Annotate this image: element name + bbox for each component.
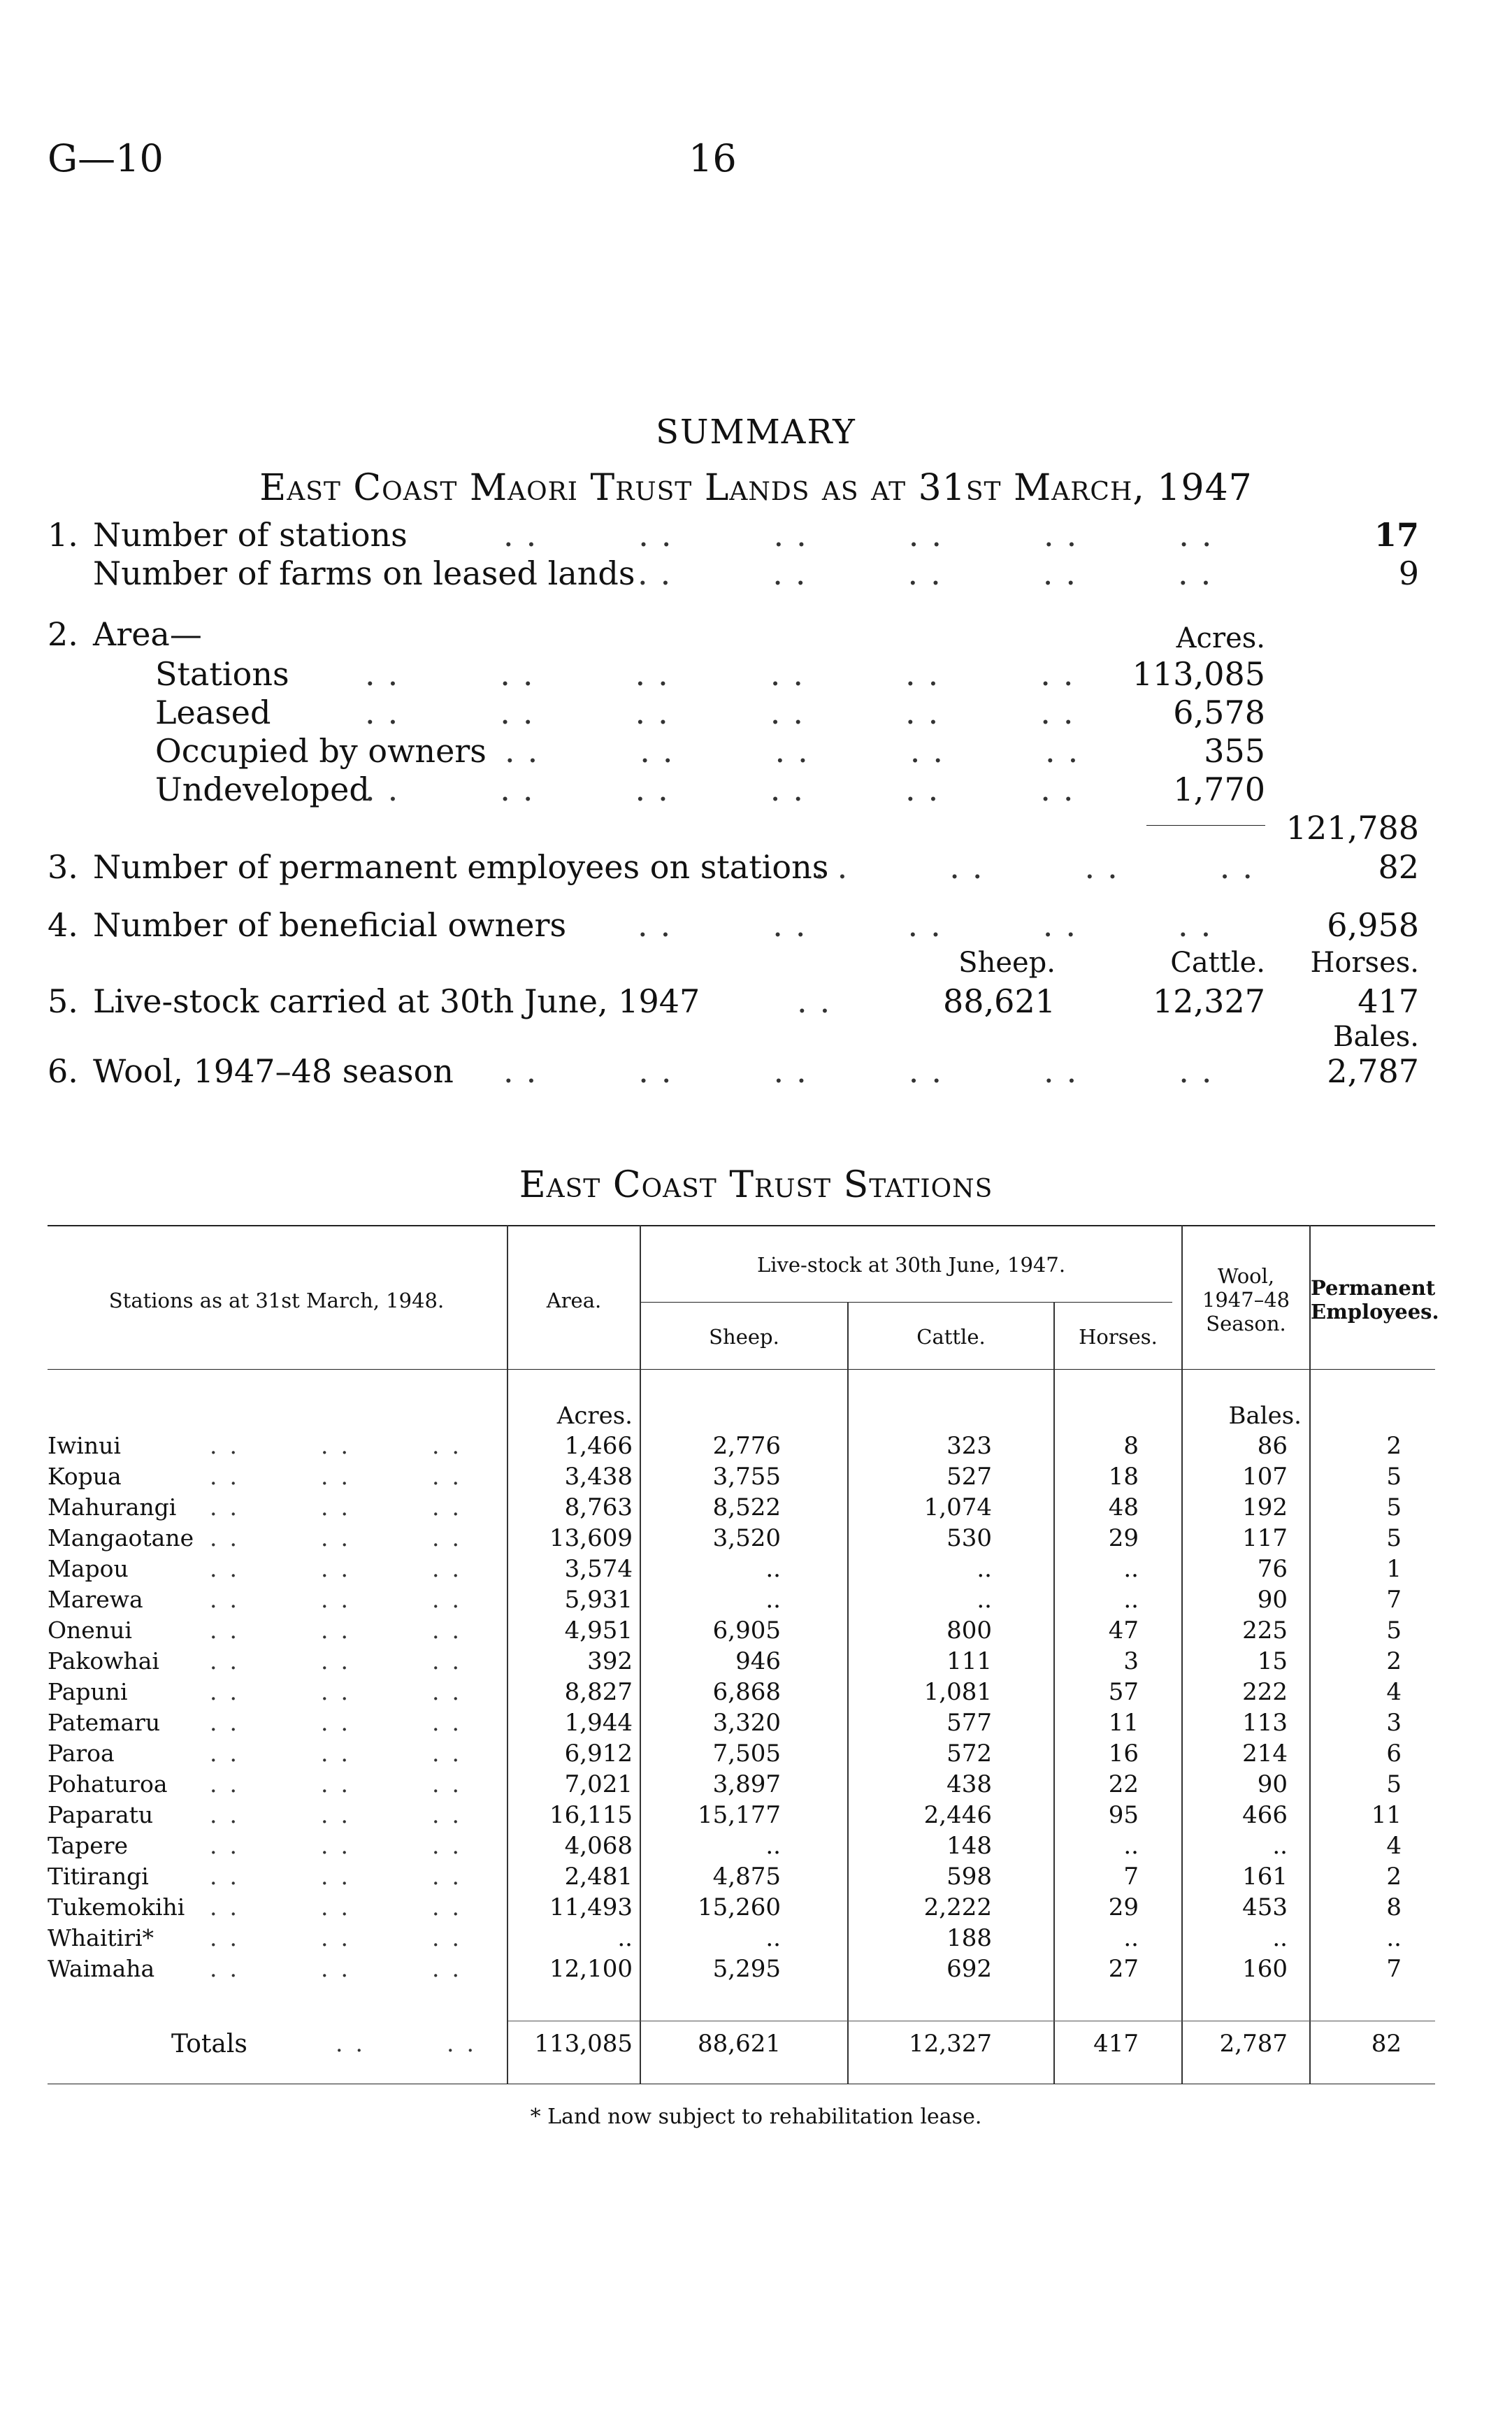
cattle-value: 12,327: [1153, 982, 1265, 1020]
leader-dots: .. .. ..: [210, 1863, 472, 1890]
item3-number: 3.: [48, 848, 78, 886]
cell-area: 6,912: [564, 1740, 633, 1768]
cell-horses: 18: [1108, 1463, 1139, 1491]
cell-cattle: 2,446: [923, 1801, 992, 1829]
leader-dots: .. .. .. .. .. ..: [365, 771, 1086, 808]
leader-dots: .. .. ..: [210, 1893, 472, 1921]
cell-employees: 3: [1386, 1709, 1402, 1737]
col-header-employees: [1311, 1276, 1439, 1324]
leader-dots: .. .. ..: [210, 1678, 472, 1705]
cell-cattle: 323: [946, 1432, 992, 1460]
leader-dots: .. .. ..: [210, 1832, 472, 1859]
item1-sub-value: 9: [1398, 554, 1419, 592]
cell-horses: ..: [1123, 1586, 1139, 1614]
area-row-value: 6,578: [1173, 694, 1265, 731]
leader-dots: .. .. ..: [210, 1493, 472, 1521]
area-row-value: 355: [1204, 732, 1265, 770]
cell-employees: 5: [1386, 1524, 1402, 1552]
cell-sheep: 8,522: [712, 1493, 781, 1521]
cell-cattle: 1,081: [923, 1678, 992, 1706]
leader-dots: .. .. ..: [210, 1586, 472, 1613]
cell-cattle: 530: [946, 1524, 992, 1552]
cell-cattle: 598: [946, 1863, 992, 1891]
wool-header-line1: Wool,: [1217, 1264, 1275, 1288]
leader-dots: .. .. .. .. ..: [638, 554, 1224, 592]
area-row-value: 1,770: [1173, 771, 1265, 808]
totals-sheep: 88,621: [698, 2030, 781, 2058]
area-row-label: Undeveloped: [155, 771, 370, 808]
cell-horses: 27: [1108, 1955, 1139, 1983]
leader-dots: .. .. ..: [210, 1955, 472, 1982]
item4-label: Number of beneficial owners: [93, 906, 567, 944]
cell-employees: 4: [1386, 1832, 1402, 1860]
cell-horses: 7: [1123, 1863, 1139, 1891]
cell-employees: ..: [1386, 1924, 1402, 1952]
sheep-value: 88,621: [943, 982, 1056, 1020]
horses-value: 417: [1358, 982, 1419, 1020]
item4-number: 4.: [48, 906, 78, 944]
cell-cattle: 577: [946, 1709, 992, 1737]
cell-area: 16,115: [549, 1801, 633, 1829]
horses-label: Horses.: [1310, 947, 1419, 979]
employees-header-line2: Employees.: [1311, 1300, 1439, 1324]
cell-cattle: 572: [946, 1740, 992, 1768]
station-name: Mahurangi: [48, 1493, 177, 1521]
cell-cattle: 148: [946, 1832, 992, 1860]
table-top-rule: [48, 1225, 1435, 1226]
station-name: Whaitiri*: [48, 1924, 154, 1951]
leader-dots: .. .. .. ..: [814, 848, 1265, 886]
cell-wool: 117: [1242, 1524, 1288, 1552]
cell-sheep: 15,260: [698, 1893, 781, 1921]
bales-label: Bales.: [1333, 1021, 1419, 1053]
cell-cattle: 111: [946, 1647, 992, 1675]
cell-area: 8,763: [564, 1493, 633, 1521]
cell-sheep: ..: [765, 1924, 781, 1952]
cell-sheep: ..: [765, 1832, 781, 1860]
totals-employees: 82: [1371, 2030, 1402, 2058]
item4-value: 6,958: [1327, 906, 1419, 944]
station-name: Papuni: [48, 1678, 128, 1705]
table-title: East Coast Trust Stations: [519, 1164, 993, 1206]
leader-dots: .. .. .. .. ..: [638, 906, 1224, 944]
cell-wool: ..: [1272, 1832, 1288, 1860]
station-name: Marewa: [48, 1586, 143, 1613]
item1-label: Number of stations: [93, 516, 408, 554]
cell-employees: 8: [1386, 1893, 1402, 1921]
cell-horses: 8: [1123, 1432, 1139, 1460]
cell-area: 12,100: [549, 1955, 633, 1983]
area-unit: Acres.: [1176, 622, 1265, 654]
cell-horses: ..: [1123, 1832, 1139, 1860]
cell-horses: ..: [1123, 1555, 1139, 1583]
cell-area: ..: [617, 1924, 633, 1952]
totals-horses: 417: [1093, 2030, 1139, 2058]
leader-dots: .. .. ..: [210, 1432, 472, 1459]
cell-area: 5,931: [564, 1586, 633, 1614]
cell-employees: 6: [1386, 1740, 1402, 1768]
cell-area: 3,574: [564, 1555, 633, 1583]
cell-sheep: 6,905: [712, 1617, 781, 1644]
cell-wool: 161: [1242, 1863, 1288, 1891]
station-name: Tapere: [48, 1832, 129, 1859]
item1-value: 17: [1374, 516, 1419, 554]
leader-dots: .. .. ..: [210, 1647, 472, 1675]
station-name: Iwinui: [48, 1432, 121, 1459]
cell-area: 4,068: [564, 1832, 633, 1860]
cell-cattle: 2,222: [923, 1893, 992, 1921]
cell-horses: 11: [1108, 1709, 1139, 1737]
area-row-label: Stations: [155, 655, 289, 693]
wool-header-line3: Season.: [1206, 1312, 1286, 1335]
cell-cattle: 692: [946, 1955, 992, 1983]
station-name: Tukemokihi: [48, 1893, 185, 1921]
col-header-cattle: Cattle.: [916, 1325, 986, 1349]
cell-employees: 5: [1386, 1617, 1402, 1644]
item2-number: 2.: [48, 615, 78, 653]
col-header-station: Stations as at 31st March, 1948.: [108, 1289, 445, 1312]
cell-area: 1,944: [564, 1709, 633, 1737]
item6-number: 6.: [48, 1052, 78, 1090]
item3-label: Number of permanent employees on stations: [93, 848, 829, 886]
cell-wool: 222: [1242, 1678, 1288, 1706]
area-total: 121,788: [1286, 809, 1419, 847]
cell-area: 7,021: [564, 1770, 633, 1798]
cell-sheep: 15,177: [698, 1801, 781, 1829]
area-unit-label: Acres.: [556, 1402, 633, 1430]
summary-title: SUMMARY: [656, 413, 856, 452]
cell-cattle: 527: [946, 1463, 992, 1491]
cell-sheep: 946: [735, 1647, 781, 1675]
cell-sheep: 2,776: [712, 1432, 781, 1460]
leader-dots: .. .. ..: [210, 1524, 472, 1552]
cell-employees: 7: [1386, 1955, 1402, 1983]
cell-cattle: 1,074: [923, 1493, 992, 1521]
cell-wool: 90: [1257, 1770, 1288, 1798]
item6-value: 2,787: [1327, 1052, 1419, 1090]
station-name: Kopua: [48, 1463, 122, 1490]
cell-horses: 16: [1108, 1740, 1139, 1768]
cell-horses: 29: [1108, 1893, 1139, 1921]
cell-sheep: 3,320: [712, 1709, 781, 1737]
item1-sub-label: Number of farms on leased lands: [93, 554, 635, 592]
leader-dots: .. ..: [336, 2030, 487, 2057]
area-row-label: Leased: [155, 694, 271, 731]
cell-cattle: 438: [946, 1770, 992, 1798]
cell-sheep: 4,875: [712, 1863, 781, 1891]
col-header-area: Area.: [546, 1289, 602, 1312]
cell-wool: 15: [1257, 1647, 1288, 1675]
cell-sheep: ..: [765, 1586, 781, 1614]
station-name: Patemaru: [48, 1709, 161, 1736]
totals-label: Totals: [171, 2030, 247, 2058]
area-row-label: Occupied by owners: [155, 732, 487, 770]
cell-sheep: 5,295: [712, 1955, 781, 1983]
station-name: Waimaha: [48, 1955, 155, 1982]
cell-area: 392: [587, 1647, 633, 1675]
cell-wool: 453: [1242, 1893, 1288, 1921]
cell-horses: 48: [1108, 1493, 1139, 1521]
cell-horses: 57: [1108, 1678, 1139, 1706]
cell-sheep: 3,897: [712, 1770, 781, 1798]
leader-dots: .. .. .. .. .. ..: [365, 694, 1086, 731]
cell-wool: 466: [1242, 1801, 1288, 1829]
col-header-wool: [1183, 1264, 1309, 1335]
livestock-rule: [641, 1302, 1172, 1303]
sheep-label: Sheep.: [958, 947, 1056, 979]
leader-dots: ..: [797, 982, 843, 1020]
cell-sheep: 7,505: [712, 1740, 781, 1768]
station-name: Onenui: [48, 1617, 132, 1644]
cell-area: 13,609: [549, 1524, 633, 1552]
cell-horses: 95: [1108, 1801, 1139, 1829]
cell-wool: 225: [1242, 1617, 1288, 1644]
cell-cattle: 800: [946, 1617, 992, 1644]
cell-horses: 47: [1108, 1617, 1139, 1644]
leader-dots: .. .. ..: [210, 1617, 472, 1644]
cell-wool: 113: [1242, 1709, 1288, 1737]
station-name: Mapou: [48, 1555, 129, 1582]
leader-dots: .. .. ..: [210, 1924, 472, 1951]
col-header-sheep: Sheep.: [709, 1325, 779, 1349]
cell-sheep: ..: [765, 1555, 781, 1583]
station-name: Paroa: [48, 1740, 115, 1767]
item3-value: 82: [1378, 848, 1419, 886]
station-name: Pakowhai: [48, 1647, 159, 1675]
station-name: Titirangi: [48, 1863, 149, 1890]
leader-dots: .. .. ..: [210, 1555, 472, 1582]
leader-dots: .. .. .. .. .. ..: [365, 655, 1086, 693]
leader-dots: .. .. ..: [210, 1463, 472, 1490]
cell-area: 11,493: [549, 1893, 633, 1921]
cell-area: 8,827: [564, 1678, 633, 1706]
cell-wool: 192: [1242, 1493, 1288, 1521]
wool-unit-label: Bales.: [1228, 1402, 1302, 1430]
cattle-label: Cattle.: [1170, 947, 1265, 979]
cell-employees: 7: [1386, 1586, 1402, 1614]
employees-header-line1: Permanent: [1311, 1276, 1436, 1300]
leader-dots: .. .. .. .. .. ..: [503, 1052, 1225, 1090]
cell-employees: 1: [1386, 1555, 1402, 1583]
cell-employees: 2: [1386, 1432, 1402, 1460]
cell-cattle: ..: [977, 1586, 992, 1614]
cell-sheep: 3,755: [712, 1463, 781, 1491]
page-number: 16: [689, 136, 737, 180]
cell-employees: 2: [1386, 1647, 1402, 1675]
cell-employees: 5: [1386, 1770, 1402, 1798]
leader-dots: .. .. ..: [210, 1709, 472, 1736]
station-name: Pohaturoa: [48, 1770, 168, 1798]
header-bottom-rule: [48, 1369, 1435, 1370]
cell-wool: 76: [1257, 1555, 1288, 1583]
item1-number: 1.: [48, 516, 78, 554]
summary-subtitle: East Coast Maori Trust Lands as at 31st March, 1947: [259, 467, 1253, 509]
cell-employees: 5: [1386, 1493, 1402, 1521]
item2-label: Area—: [93, 615, 202, 653]
leader-dots: .. .. .. .. .. ..: [503, 516, 1225, 554]
cell-sheep: 6,868: [712, 1678, 781, 1706]
station-name: Mangaotane: [48, 1524, 194, 1552]
station-name: Paparatu: [48, 1801, 154, 1828]
col-header-horses: Horses.: [1079, 1325, 1158, 1349]
leader-dots: .. .. ..: [210, 1740, 472, 1767]
cell-horses: 3: [1123, 1647, 1139, 1675]
cell-area: 3,438: [564, 1463, 633, 1491]
totals-wool: 2,787: [1219, 2030, 1288, 2058]
leader-dots: .. .. .. .. ..: [505, 732, 1091, 770]
wool-header-line2: 1947–48: [1202, 1288, 1290, 1312]
col-header-livestock: Live-stock at 30th June, 1947.: [756, 1253, 1066, 1277]
cell-wool: ..: [1272, 1924, 1288, 1952]
totals-area: 113,085: [534, 2030, 633, 2058]
item5-label: Live-stock carried at 30th June, 1947: [93, 982, 700, 1020]
cell-employees: 2: [1386, 1863, 1402, 1891]
cell-cattle: ..: [977, 1555, 992, 1583]
cell-area: 2,481: [564, 1863, 633, 1891]
leader-dots: .. .. ..: [210, 1770, 472, 1798]
page-reference: G—10: [48, 136, 164, 180]
item6-label: Wool, 1947–48 season: [93, 1052, 454, 1090]
cell-wool: 214: [1242, 1740, 1288, 1768]
cell-area: 1,466: [564, 1432, 633, 1460]
totals-cattle: 12,327: [909, 2030, 992, 2058]
footnote: * Land now subject to rehabilitation lease.: [530, 2105, 982, 2129]
cell-employees: 5: [1386, 1463, 1402, 1491]
area-row-value: 113,085: [1132, 655, 1265, 693]
cell-wool: 160: [1242, 1955, 1288, 1983]
cell-wool: 107: [1242, 1463, 1288, 1491]
cell-sheep: 3,520: [712, 1524, 781, 1552]
item5-number: 5.: [48, 982, 78, 1020]
cell-area: 4,951: [564, 1617, 633, 1644]
cell-employees: 4: [1386, 1678, 1402, 1706]
leader-dots: .. .. ..: [210, 1801, 472, 1828]
cell-wool: 86: [1257, 1432, 1288, 1460]
cell-horses: ..: [1123, 1924, 1139, 1952]
cell-wool: 90: [1257, 1586, 1288, 1614]
cell-horses: 29: [1108, 1524, 1139, 1552]
cell-horses: 22: [1108, 1770, 1139, 1798]
cell-cattle: 188: [946, 1924, 992, 1952]
cell-employees: 11: [1371, 1801, 1402, 1829]
